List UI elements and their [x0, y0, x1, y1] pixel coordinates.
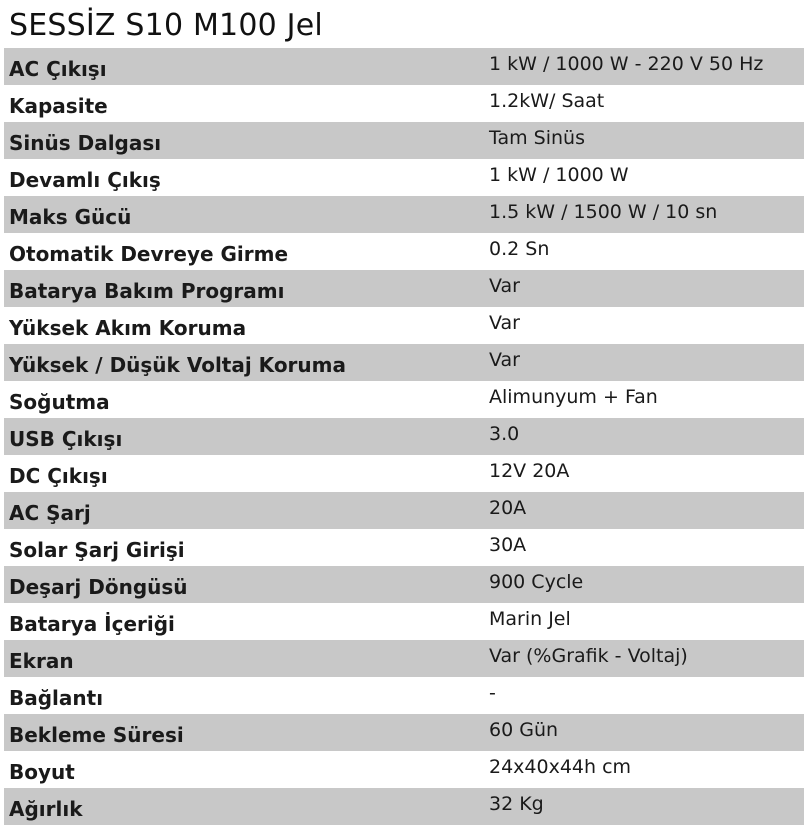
spec-row [4, 640, 804, 677]
spec-value: 1.5 kW / 1500 W / 10 sn [489, 201, 718, 223]
spec-row [4, 566, 804, 603]
spec-label: AC Çıkışı [9, 57, 107, 81]
spec-row [4, 714, 804, 751]
spec-row [4, 677, 804, 714]
spec-label: Soğutma [9, 390, 110, 414]
spec-value: 900 Cycle [489, 571, 584, 593]
spec-value: 60 Gün [489, 719, 559, 741]
spec-row [4, 270, 804, 307]
spec-label: Bekleme Süresi [9, 723, 184, 747]
spec-row [4, 48, 804, 85]
spec-label: Otomatik Devreye Girme [9, 242, 289, 266]
spec-row [4, 122, 804, 159]
spec-value: Tam Sinüs [489, 127, 585, 149]
spec-value: Var (%Grafik - Voltaj) [489, 645, 688, 667]
spec-label: Batarya İçeriği [9, 612, 175, 636]
spec-row [4, 492, 804, 529]
spec-value: 32 Kg [489, 793, 544, 815]
spec-value: 1 kW / 1000 W - 220 V 50 Hz [489, 53, 764, 75]
spec-value: 20A [489, 497, 527, 519]
spec-label: Solar Şarj Girişi [9, 538, 185, 562]
spec-value: 1 kW / 1000 W [489, 164, 629, 186]
spec-value: Var [489, 349, 520, 371]
spec-value: Alimunyum + Fan [489, 386, 658, 408]
spec-value: 0.2 Sn [489, 238, 550, 260]
spec-value: Var [489, 312, 520, 334]
spec-label: Ekran [9, 649, 74, 673]
spec-value: Marin Jel [489, 608, 571, 630]
spec-row [4, 344, 804, 381]
spec-row [4, 196, 804, 233]
product-title: SESSİZ S10 M100 Jel [9, 8, 323, 43]
spec-row [4, 381, 804, 418]
spec-label: Sinüs Dalgası [9, 131, 162, 155]
spec-row [4, 233, 804, 270]
spec-value: 1.2kW/ Saat [489, 90, 605, 112]
spec-row [4, 85, 804, 122]
spec-value: 30A [489, 534, 527, 556]
spec-label: Devamlı Çıkış [9, 168, 161, 192]
spec-row [4, 159, 804, 196]
spec-label: Boyut [9, 760, 75, 784]
spec-row [4, 307, 804, 344]
spec-row [4, 603, 804, 640]
spec-label: DC Çıkışı [9, 464, 108, 488]
spec-row [4, 788, 804, 825]
spec-label: Deşarj Döngüsü [9, 575, 188, 599]
spec-value: - [489, 682, 496, 704]
spec-label: Kapasite [9, 94, 108, 118]
spec-value: Var [489, 275, 520, 297]
spec-label: Batarya Bakım Programı [9, 279, 285, 303]
spec-value: 24x40x44h cm [489, 756, 632, 778]
spec-label: Bağlantı [9, 686, 104, 710]
spec-label: Yüksek Akım Koruma [9, 316, 247, 340]
spec-row [4, 529, 804, 566]
spec-row [4, 455, 804, 492]
spec-value: 12V 20A [489, 460, 570, 482]
spec-label: Ağırlık [9, 797, 83, 821]
spec-row [4, 751, 804, 788]
spec-table [4, 48, 804, 825]
spec-value: 3.0 [489, 423, 520, 445]
spec-label: USB Çıkışı [9, 427, 123, 451]
spec-label: Yüksek / Düşük Voltaj Koruma [9, 353, 346, 377]
spec-label: Maks Gücü [9, 205, 132, 229]
spec-label: AC Şarj [9, 501, 91, 525]
spec-row [4, 418, 804, 455]
